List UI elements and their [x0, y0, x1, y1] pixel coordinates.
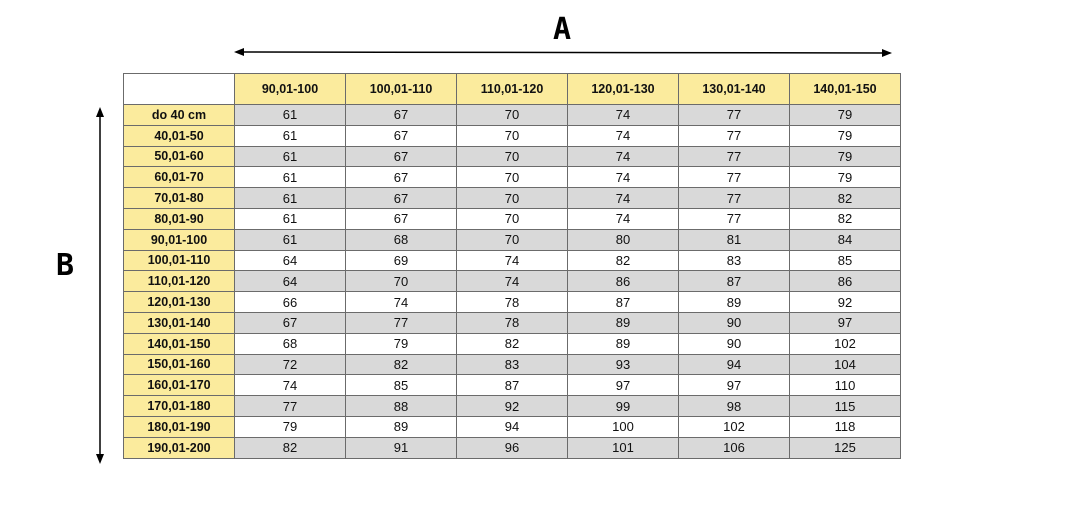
column-header: 130,01-140 — [679, 74, 790, 105]
row-header: 50,01-60 — [124, 146, 235, 167]
table-cell: 82 — [346, 354, 457, 375]
table-cell: 102 — [790, 333, 901, 354]
table-cell: 74 — [568, 125, 679, 146]
table-cell: 68 — [235, 333, 346, 354]
table-cell: 89 — [679, 292, 790, 313]
row-header: 170,01-180 — [124, 396, 235, 417]
arrow-down-head — [96, 454, 104, 464]
table-body — [124, 105, 901, 459]
table-cell: 88 — [346, 396, 457, 417]
table-cell: 74 — [457, 271, 568, 292]
table-cell: 90 — [679, 333, 790, 354]
table-cell: 101 — [568, 437, 679, 458]
table-cell: 84 — [790, 229, 901, 250]
table-cell: 61 — [235, 125, 346, 146]
table-cell: 74 — [568, 188, 679, 209]
table-cell: 74 — [568, 167, 679, 188]
header-row — [124, 74, 901, 105]
table-cell: 69 — [346, 250, 457, 271]
table-cell: 97 — [679, 375, 790, 396]
table-cell: 77 — [346, 312, 457, 333]
table-cell: 102 — [679, 416, 790, 437]
table-cell: 68 — [346, 229, 457, 250]
table-cell: 61 — [235, 229, 346, 250]
arrow-left-head — [234, 48, 244, 56]
table-cell: 87 — [457, 375, 568, 396]
table-cell: 77 — [679, 125, 790, 146]
arrow-up-head — [96, 107, 104, 117]
table-cell: 77 — [679, 208, 790, 229]
corner-cell — [124, 74, 235, 105]
table-cell: 64 — [235, 250, 346, 271]
table-cell: 70 — [457, 146, 568, 167]
table-cell: 85 — [790, 250, 901, 271]
table-row — [124, 333, 901, 354]
row-header: 140,01-150 — [124, 333, 235, 354]
table-cell: 87 — [568, 292, 679, 313]
table-cell: 78 — [457, 292, 568, 313]
row-header: 190,01-200 — [124, 437, 235, 458]
table-cell: 79 — [790, 146, 901, 167]
table-cell: 94 — [679, 354, 790, 375]
table-row — [124, 354, 901, 375]
table-cell: 67 — [235, 312, 346, 333]
table-cell: 79 — [790, 105, 901, 126]
table-cell: 79 — [790, 167, 901, 188]
table-cell: 70 — [457, 208, 568, 229]
table-cell: 77 — [679, 188, 790, 209]
table-cell: 67 — [346, 188, 457, 209]
table-cell: 61 — [235, 208, 346, 229]
table-cell: 92 — [790, 292, 901, 313]
table-cell: 99 — [568, 396, 679, 417]
row-header: do 40 cm — [124, 105, 235, 126]
table-row — [124, 167, 901, 188]
table-cell: 61 — [235, 105, 346, 126]
table-cell: 82 — [457, 333, 568, 354]
table-cell: 86 — [568, 271, 679, 292]
table-cell: 70 — [457, 229, 568, 250]
table-row — [124, 146, 901, 167]
table-row — [124, 396, 901, 417]
table-row — [124, 312, 901, 333]
table-cell: 67 — [346, 146, 457, 167]
row-header: 150,01-160 — [124, 354, 235, 375]
table-cell: 83 — [457, 354, 568, 375]
table-cell: 79 — [235, 416, 346, 437]
table-cell: 70 — [457, 105, 568, 126]
table-row — [124, 416, 901, 437]
table-cell: 67 — [346, 125, 457, 146]
table-cell: 70 — [346, 271, 457, 292]
table-cell: 82 — [790, 208, 901, 229]
table-row — [124, 271, 901, 292]
table-cell: 77 — [235, 396, 346, 417]
table-cell: 61 — [235, 146, 346, 167]
table-cell: 61 — [235, 167, 346, 188]
table-cell: 61 — [235, 188, 346, 209]
table-cell: 85 — [346, 375, 457, 396]
table-cell: 125 — [790, 437, 901, 458]
table-cell: 118 — [790, 416, 901, 437]
table-cell: 89 — [568, 333, 679, 354]
table-row — [124, 250, 901, 271]
table-row — [124, 188, 901, 209]
row-header: 40,01-50 — [124, 125, 235, 146]
table-cell: 64 — [235, 271, 346, 292]
table-cell: 82 — [568, 250, 679, 271]
table-cell: 70 — [457, 188, 568, 209]
row-header: 100,01-110 — [124, 250, 235, 271]
table-cell: 72 — [235, 354, 346, 375]
table-cell: 92 — [457, 396, 568, 417]
axis-label-a: A — [553, 12, 572, 47]
table-cell: 93 — [568, 354, 679, 375]
row-header: 130,01-140 — [124, 312, 235, 333]
table-cell: 81 — [679, 229, 790, 250]
table-cell: 115 — [790, 396, 901, 417]
table-cell: 67 — [346, 208, 457, 229]
row-header: 60,01-70 — [124, 167, 235, 188]
row-header: 80,01-90 — [124, 208, 235, 229]
table-row — [124, 229, 901, 250]
table-cell: 77 — [679, 146, 790, 167]
axis-label-b: B — [56, 248, 75, 283]
table-row — [124, 125, 901, 146]
table-cell: 87 — [679, 271, 790, 292]
table-cell: 110 — [790, 375, 901, 396]
row-header: 160,01-170 — [124, 375, 235, 396]
table-row — [124, 375, 901, 396]
table-cell: 89 — [346, 416, 457, 437]
table-cell: 70 — [457, 167, 568, 188]
column-header: 90,01-100 — [235, 74, 346, 105]
column-header: 140,01-150 — [790, 74, 901, 105]
table-row — [124, 437, 901, 458]
table-cell: 82 — [790, 188, 901, 209]
table-row — [124, 292, 901, 313]
table-cell: 94 — [457, 416, 568, 437]
table-cell: 74 — [457, 250, 568, 271]
table-row — [124, 208, 901, 229]
table-row — [124, 105, 901, 126]
table-cell: 79 — [346, 333, 457, 354]
row-header: 70,01-80 — [124, 188, 235, 209]
table-cell: 106 — [679, 437, 790, 458]
row-header: 90,01-100 — [124, 229, 235, 250]
table-cell: 74 — [568, 208, 679, 229]
row-header: 120,01-130 — [124, 292, 235, 313]
column-header: 120,01-130 — [568, 74, 679, 105]
table-cell: 77 — [679, 105, 790, 126]
table-cell: 74 — [235, 375, 346, 396]
table-cell: 80 — [568, 229, 679, 250]
table-cell: 97 — [790, 312, 901, 333]
table-cell: 104 — [790, 354, 901, 375]
table-cell: 66 — [235, 292, 346, 313]
table-cell: 89 — [568, 312, 679, 333]
table-cell: 78 — [457, 312, 568, 333]
table-cell: 97 — [568, 375, 679, 396]
table-cell: 70 — [457, 125, 568, 146]
table-cell: 83 — [679, 250, 790, 271]
arrow-right-head — [882, 49, 892, 57]
horizontal-arrow — [238, 52, 888, 53]
table-cell: 79 — [790, 125, 901, 146]
table-cell: 82 — [235, 437, 346, 458]
table-cell: 74 — [346, 292, 457, 313]
table-cell: 86 — [790, 271, 901, 292]
table-cell: 67 — [346, 167, 457, 188]
table-cell: 100 — [568, 416, 679, 437]
table-cell: 77 — [679, 167, 790, 188]
column-header: 110,01-120 — [457, 74, 568, 105]
row-header: 180,01-190 — [124, 416, 235, 437]
row-header: 110,01-120 — [124, 271, 235, 292]
table-cell: 74 — [568, 146, 679, 167]
column-header: 100,01-110 — [346, 74, 457, 105]
table-cell: 98 — [679, 396, 790, 417]
table-cell: 90 — [679, 312, 790, 333]
size-table — [123, 73, 901, 459]
table-cell: 74 — [568, 105, 679, 126]
table-cell: 67 — [346, 105, 457, 126]
table-cell: 91 — [346, 437, 457, 458]
table-cell: 96 — [457, 437, 568, 458]
